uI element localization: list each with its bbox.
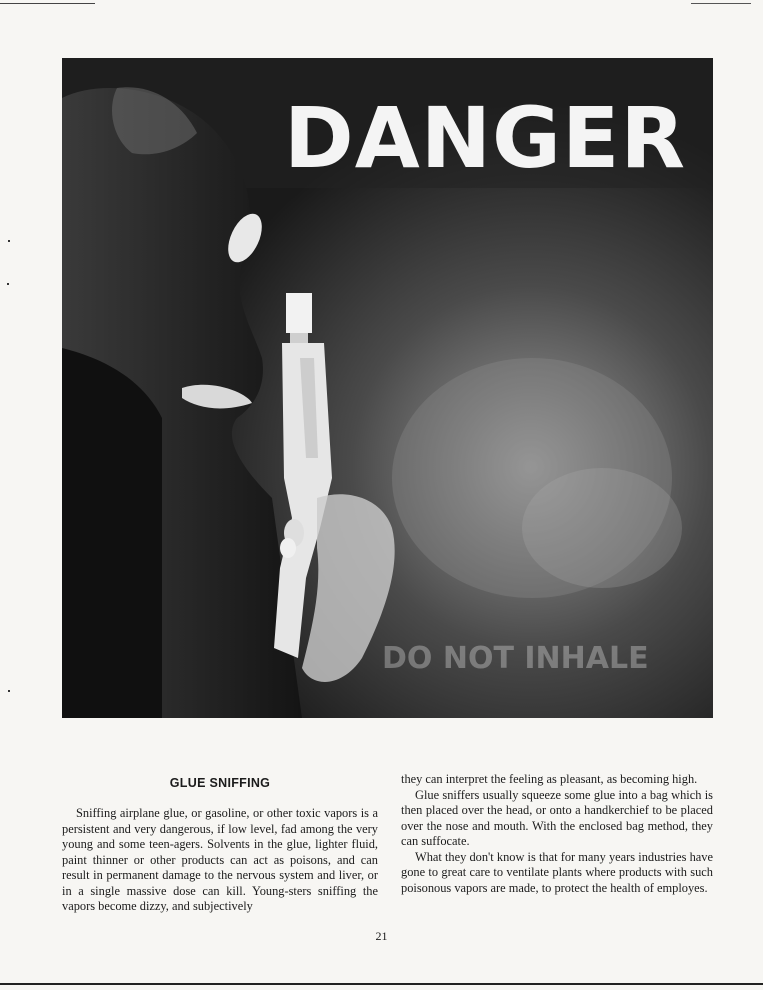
scan-dust (8, 690, 10, 692)
danger-poster-photo (62, 58, 713, 718)
page-number: 21 (375, 929, 388, 943)
poster-bottom-line: DO NOT INHALE (382, 641, 649, 676)
article-paragraph: they can interpret the feeling as pleasant, as becoming high. (401, 772, 698, 786)
article-paragraph: Glue sniffers usually squeeze some glue into a bag which is then placed over the head, or onto a handkerchief to be placed over the nose and mouth. With the enclosed bag method, they can suffocate. (401, 787, 713, 848)
scan-edge-line (0, 983, 763, 985)
article-paragraph: What they don't know is that for many years industries have gone to great care to ventilate plants where products with such poisonous vapors are made, to protect the health of employes. (401, 849, 713, 895)
scan-dust (8, 240, 10, 242)
article-heading: GLUE SNIFFING (169, 776, 271, 790)
article-left-column (62, 776, 378, 915)
article-right-column (401, 772, 713, 896)
scan-edge-mark (691, 3, 751, 4)
poster-title: DANGER (284, 89, 687, 187)
article-paragraph: Sniffing airplane glue, or gasoline, or other toxic vapors is a persistent and very dangerous, if low level, fad among the very young and some teen-agers. Solvents in the glue, lighter fluid, paint thinner or other products can act as poisons, and can result in permanent damage to the nervous system and liver, or in a single massive dose can kill. Young-sters sniffing the vapors become dizzy, and subjectively (62, 806, 378, 913)
scan-dust (7, 283, 9, 285)
scan-edge-mark (0, 3, 95, 4)
